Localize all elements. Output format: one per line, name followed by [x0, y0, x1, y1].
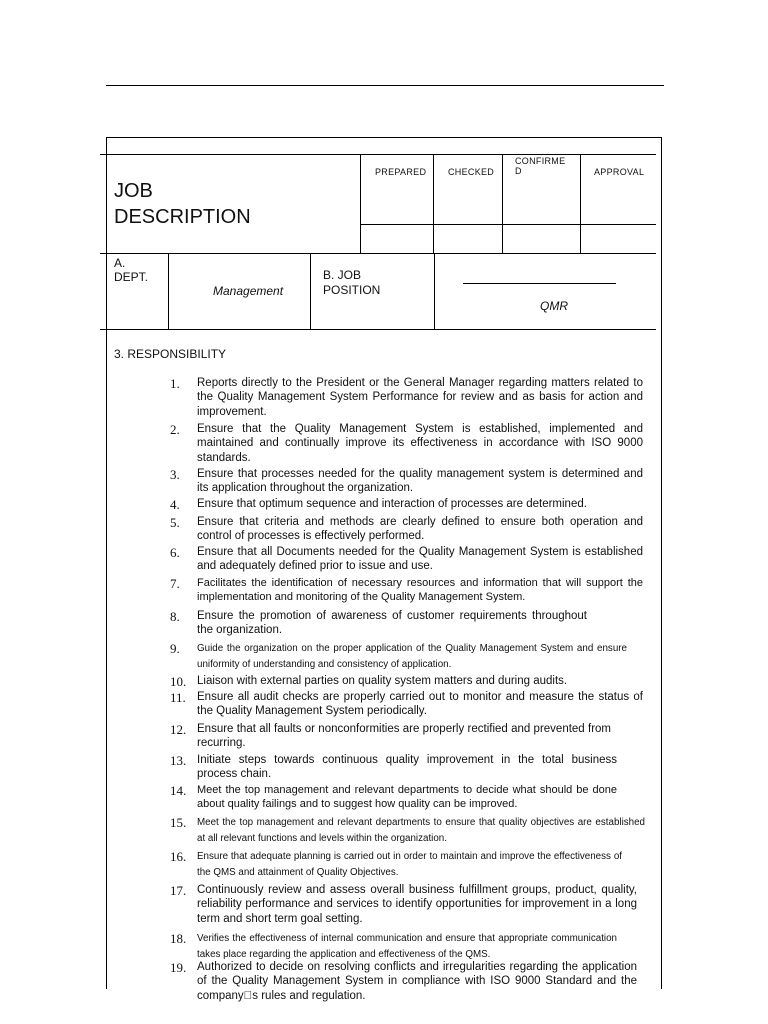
title-line-1: JOB [114, 180, 153, 202]
header-bottom-line [100, 253, 656, 254]
prepared-label: PREPARED [375, 167, 427, 177]
header-divider-2 [433, 154, 434, 253]
position-underline [463, 283, 616, 284]
page-top-rule [106, 85, 664, 86]
header-divider-1 [360, 154, 361, 253]
dept-value: Management [213, 284, 284, 298]
info-divider-3 [434, 253, 435, 330]
form-top-border [106, 137, 662, 138]
title-line-2: DESCRIPTION [114, 206, 251, 228]
item-number: 5. [170, 515, 180, 530]
item-number: 9. [170, 641, 180, 656]
info-bottom-line [100, 329, 656, 330]
item-number: 16. [170, 849, 187, 864]
dept-label-line-2: DEPT. [114, 270, 149, 284]
item-text: Ensure that optimum sequence and interaction of processes are determined. [197, 498, 587, 510]
item-text: Ensure the promotion of awareness of customer requirements throughout the organization. [197, 610, 587, 637]
form-right-border [661, 137, 662, 989]
document-title [114, 178, 251, 230]
item-text: Verifies the effectiveness of internal communication and ensure that appropriate communication takes place regarding the application and effectiveness of the QMS. [197, 933, 617, 960]
item-text: Ensure that adequate planning is carried out in order to maintain and improve the effectiveness of the QMS and attainment of Quality Objectives. [197, 851, 622, 878]
item-text: Ensure that all faults or nonconformities are properly rectified and prevented from recurring. [197, 723, 611, 750]
responsibility-heading: 3. RESPONSIBILITY [114, 347, 227, 361]
item-text: Ensure all audit checks are properly carried out to monitor and measure the status of the Quality Management System periodically. [197, 691, 643, 718]
item-text: Meet the top management and relevant departments to ensure that quality objectives are established at all relevant functions and levels within the organization. [197, 817, 645, 844]
item-number: 7. [170, 576, 180, 591]
item-text: Facilitates the identification of necessary resources and information that will support the implementation and monitoring of the Quality Management System. [197, 577, 643, 604]
position-label-line-1: B. JOB [323, 268, 362, 282]
item-text: Authorized to decide on resolving conflicts and irregularities regarding the application of the Quality Management System in compliance with ISO 9000 Standard and the company s rules and regulation. [197, 961, 637, 1002]
item-number: 12. [170, 722, 187, 737]
item-text: Ensure that all Documents needed for the Quality Management System is established and adequately defined prior to issue and use. [197, 546, 643, 573]
item-number: 14. [170, 783, 187, 798]
dept-label [114, 256, 148, 284]
item-text: Continuously review and assess overall business fulfillment groups, product, quality, reliability performance and services to identify opportunities for improvement in a long term and short term goal setting. [197, 884, 637, 925]
item-text: Liaison with external parties on quality system matters and during audits. [197, 675, 568, 687]
item-text: Ensure that the Quality Management System is established, implemented and maintained and continually improve its effectiveness in accordance with ISO 9000 standards. [197, 423, 643, 464]
item-text: Ensure that criteria and methods are clearly defined to ensure both operation and control of processes is effectively performed. [197, 516, 643, 543]
header-divider-3 [502, 154, 503, 253]
header-divider-4 [580, 154, 581, 253]
item-text: Initiate steps towards continuous quality improvement in the total business process chain. [197, 754, 617, 781]
position-value: QMR [540, 299, 568, 313]
confirmed-label: CONFIRME D [515, 156, 566, 176]
approval-label: APPROVAL [594, 167, 645, 177]
item-text: Meet the top management and relevant departments to decide what should be done about quality failings and to suggest how quality can be improved. [197, 784, 617, 811]
item-text: Reports directly to the President or the General Manager regarding matters related to the Quality Management System Performance for review and as basis for action and improvement. [197, 377, 643, 418]
item-number: 19. [170, 960, 187, 975]
item-text: Ensure that processes needed for the quality management system is determined and its application throughout the organization. [197, 468, 643, 495]
position-label-line-2: POSITION [323, 283, 381, 297]
item-number: 4. [170, 497, 180, 512]
item-number: 15. [170, 815, 187, 830]
position-label [323, 268, 380, 298]
header-mid-line [360, 224, 656, 225]
checked-label: CHECKED [448, 167, 495, 177]
item-number: 3. [170, 467, 180, 482]
item-number: 10. [170, 674, 187, 689]
item-number: 17. [170, 883, 187, 898]
header-top-line [100, 154, 656, 155]
item-number: 2. [170, 422, 180, 437]
info-divider-1 [168, 253, 169, 330]
item-number: 18. [170, 931, 187, 946]
item-number: 6. [170, 545, 180, 560]
info-divider-2 [310, 253, 311, 330]
item-number: 8. [170, 609, 180, 624]
item-number: 13. [170, 753, 187, 768]
item-number: 1. [170, 376, 180, 391]
item-number: 11. [170, 690, 186, 705]
form-left-border [106, 137, 107, 989]
dept-label-line-1: A. [114, 256, 126, 270]
item-text: Guide the organization on the proper application of the Quality Management System and ensure uniformity of understanding and consistency of application. [197, 643, 627, 670]
